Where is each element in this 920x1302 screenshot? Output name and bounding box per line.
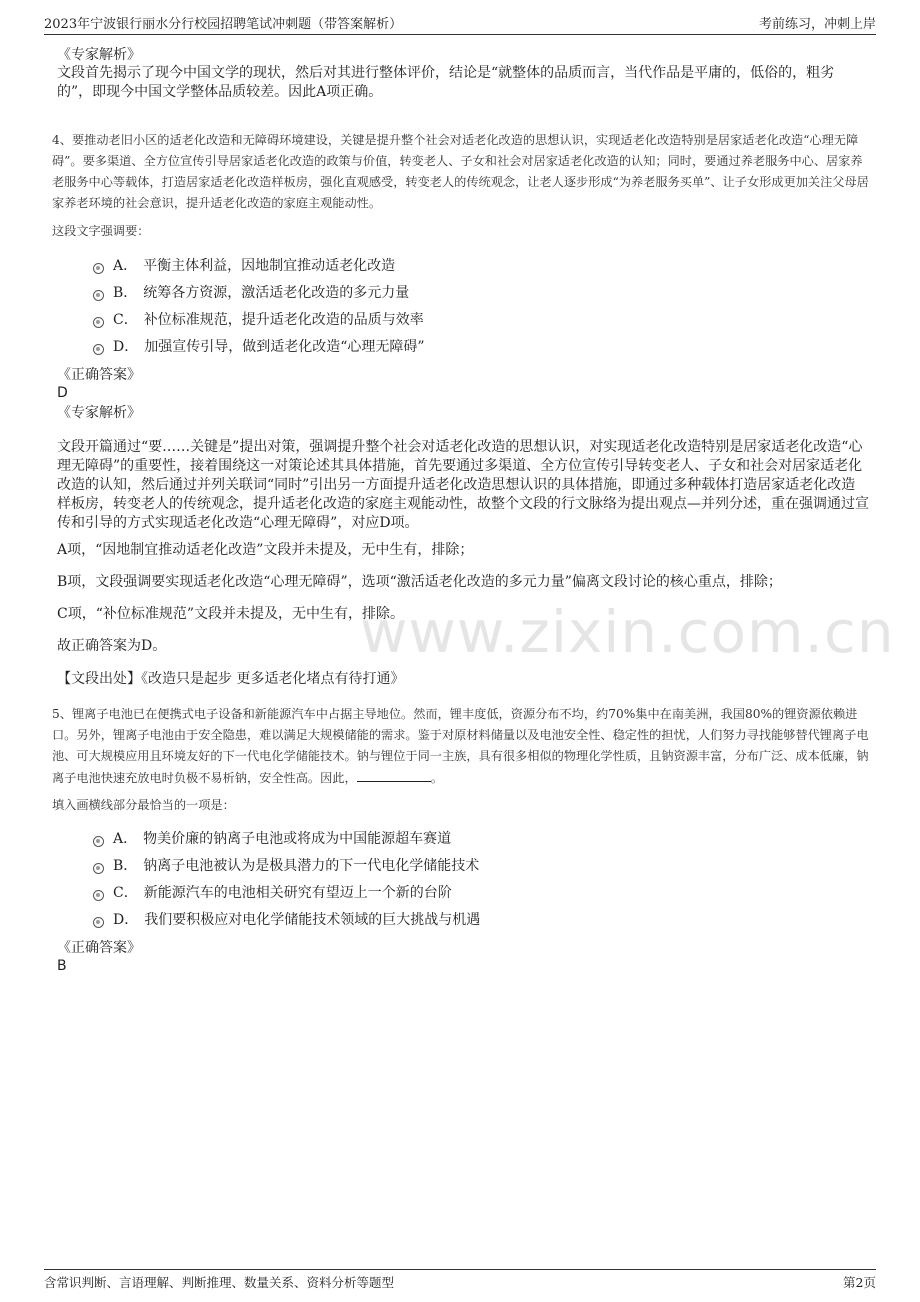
- page-number: 第2页: [843, 1275, 876, 1290]
- fill-blank: [357, 767, 431, 782]
- q4-option-a[interactable]: A． 平衡主体利益，因地制宜推动适老化改造: [93, 254, 395, 276]
- q4-analysis-main: 文段开篇通过“要……关键是”提出对策，强调提升整个社会对适老化改造的思想认识，对实现适老化改造特别是居家适老化改造“心理无障碍”的重要性，接着围绕这一对策论述其具体措施，首先要通过多渠道、全方位宣传引导转变老人、子女和社会对居家适老化改造的认知，然后通过并列关联词“同时”引出另一方面提升适老化改造思想认识的具体措施，即通过多种载体打造居家适老化改造样板房，转变老人的传统观念，提升适老化改造的家庭主观能动性，故整个文段的行文脉络为提出观点—并列分述，重在强调通过宣传和引导的方式实现适老化改造“心理无障碍”，对应D项。: [57, 439, 869, 531]
- radio-icon[interactable]: [93, 836, 104, 847]
- q5-answer-label: 《正确答案》: [57, 940, 141, 956]
- q4-source: 【文段出处】《改造只是起步 更多适老化堵点有待打通》: [57, 671, 405, 687]
- q4-answer: D: [57, 385, 68, 401]
- option-text: 新能源汽车的电池相关研究有望迈上一个新的台阶: [143, 885, 452, 901]
- q4-option-c[interactable]: C． 补位标准规范，提升适老化改造的品质与效率: [93, 308, 424, 330]
- q4-question: 这段文字强调要：: [52, 224, 150, 238]
- q3-analysis: 文段首先揭示了现今中国文学的现状，然后对其进行整体评价，结论是“就整体的品质而言，当代作品是平庸的，低俗的，粗劣的”，即现今中国文学整体品质较差。因此A项正确。: [57, 65, 835, 100]
- radio-icon[interactable]: [93, 344, 104, 355]
- radio-icon[interactable]: [93, 890, 104, 901]
- q5-option-b[interactable]: B． 钠离子电池被认为是极具潜力的下一代电化学储能技术: [93, 854, 479, 876]
- option-text: 加强宣传引导，做到适老化改造“心理无障碍”: [144, 339, 425, 355]
- q5-option-a[interactable]: A． 物美价廉的钠离子电池或将成为中国能源超车赛道: [93, 827, 451, 849]
- option-text: 钠离子电池被认为是极具潜力的下一代电化学储能技术: [143, 858, 480, 874]
- q5-answer: B: [57, 958, 67, 974]
- q4-analysis-label: 《专家解析》: [57, 405, 141, 421]
- radio-icon[interactable]: [93, 263, 104, 274]
- option-text: 我们要积极应对电化学储能技术领域的巨大挑战与机遇: [144, 912, 481, 928]
- q4-analysis-b: B项，文段强调要实现适老化改造“心理无障碍”，选项“激活适老化改造的多元力量”偏离文段讨论的核心重点，排除；: [57, 574, 782, 590]
- option-text: 物美价廉的钠离子电池或将成为中国能源超车赛道: [143, 831, 452, 847]
- q4-conclusion: 故正确答案为D。: [57, 638, 167, 654]
- document-title: 2023年宁波银行丽水分行校园招聘笔试冲刺题（带答案解析）: [44, 17, 403, 32]
- q4-analysis-c: C项，“补位标准规范”文段并未提及，无中生有，排除。: [57, 606, 405, 622]
- option-text: 统筹各方资源，激活适老化改造的多元力量: [143, 285, 410, 301]
- q5-stem: 5、锂离子电池已在便携式电子设备和新能源汽车中占据主导地位。然而，锂丰度低，资源分布不均，约70%集中在南美洲，我国80%的锂资源依赖进口。另外，锂离子电池由于安全隐患，难以满足大规模储能的需求。鉴于对原材料储量以及电池安全性、稳定性的担忧，人们努力寻找能够替代锂离子电池、可大规模应用且环境友好的下一代电化学储能技术。钠与锂位于同一主族，具有很多相似的物理化学性质，且钠资源丰富，分布广泛、成本低廉，钠离子电池快速充放电时负极不易析钠，安全性高。因此， 。: [52, 707, 869, 785]
- q5-option-c[interactable]: C． 新能源汽车的电池相关研究有望迈上一个新的台阶: [93, 881, 452, 903]
- q4-stem: 4、要推动老旧小区的适老化改造和无障碍环境建设，关键是提升整个社会对适老化改造的思想认识，实现适老化改造特别是居家适老化改造“心理无障碍”。要多渠道、全方位宣传引导居家适老化改造的政策与价值，转变老人、子女和社会对居家适老化改造的认知；同时，要通过养老服务中心、居家养老服务中心等载体，打造居家适老化改造样板房，强化直观感受，转变老人的传统观念，让老人逐步形成“为养老服务买单”、让子女形成更加关注父母居家养老环境的社会意识，提升适老化改造的家庭主观能动性。: [52, 133, 869, 210]
- page-footer: [44, 1269, 876, 1292]
- header-slogan: 考前练习，冲刺上岸: [758, 17, 876, 32]
- radio-icon[interactable]: [93, 863, 104, 874]
- watermark: www.zixin.com.cn: [360, 598, 895, 666]
- q4-answer-label: 《正确答案》: [57, 367, 141, 383]
- option-text: 补位标准规范，提升适老化改造的品质与效率: [143, 312, 424, 328]
- q3-analysis-label: 《专家解析》: [57, 47, 141, 63]
- q4-option-b[interactable]: B． 统筹各方资源，激活适老化改造的多元力量: [93, 281, 409, 303]
- page-header: [44, 10, 876, 35]
- q4-option-d[interactable]: D． 加强宣传引导，做到适老化改造“心理无障碍”: [93, 335, 425, 357]
- radio-icon[interactable]: [93, 290, 104, 301]
- option-text: 平衡主体利益，因地制宜推动适老化改造: [143, 258, 396, 274]
- radio-icon[interactable]: [93, 917, 104, 928]
- radio-icon[interactable]: [93, 317, 104, 328]
- q5-question: 填入画横线部分最恰当的一项是：: [52, 798, 235, 812]
- q5-option-d[interactable]: D． 我们要积极应对电化学储能技术领域的巨大挑战与机遇: [93, 908, 480, 930]
- footer-note: 含常识判断、言语理解、判断推理、数量关系、资料分析等题型: [44, 1275, 395, 1290]
- q4-analysis-a: A项，“因地制宜推动适老化改造”文段并未提及，无中生有，排除；: [57, 542, 474, 558]
